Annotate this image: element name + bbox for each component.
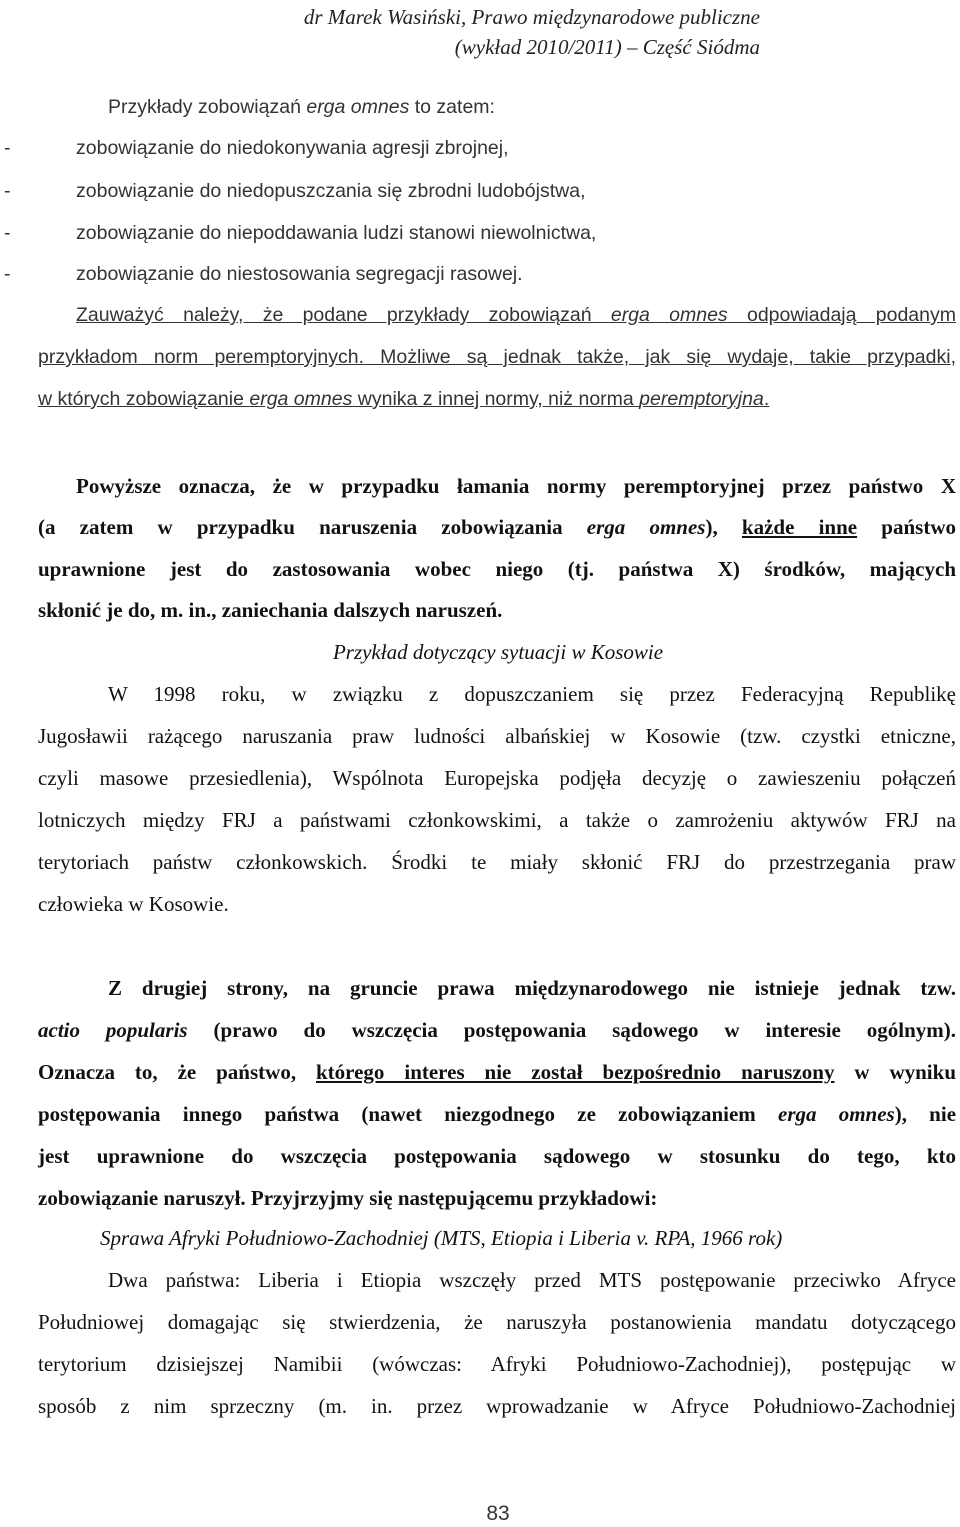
bold2-line-1: Z drugiej strony, na gruncie prawa międzynarodowego nie istnieje jednak tzw.	[108, 976, 956, 1000]
kosovo-line-4: lotniczych między FRJ a państwami członkowskimi, a także o zamrożeniu aktywów FRJ na	[38, 808, 956, 832]
header-line-1: dr Marek Wasiński, Prawo międzynarodowe publiczne	[303, 5, 760, 29]
bold1-line-1: Powyższe oznacza, że w przypadku łamania normy peremptoryjnej przez państwo X	[76, 474, 956, 498]
bold1-line-2: (a zatem w przypadku naruszenia zobowiązania erga omnes), każde inne państwo	[38, 515, 956, 539]
bold1-line-4: skłonić je do, m. in., zaniechania dalszych naruszeń.	[38, 598, 503, 622]
document-page: dr Marek Wasiński, Prawo międzynarodowe publiczne (wykład 2010/2011) – Część Siódma Przykłady zobowiązań erga omnes to zatem: - zobowiązanie do niedokonywania agresji zbrojnej, - zobowiązanie do niedopuszczania się zbrodni ludobójstwa, - zobowiązanie do niepoddawania ludzi stanowi niewolnictwa, - zobowiązanie do niestosowania segregacji rasowej. Zauważyć należy, że podane przykłady zobowiązań erga omnes odpowiadają podanym przykładom norm peremptoryjnych. Możliwe są jednak także, jak się wydaje, takie przypadki, w których zobowiązanie erga omnes wynika z innej normy, niż norma peremptoryjna. Powyższe oznacza, że w przypadku łamania normy peremptoryjnej przez państwo X (a zatem w przypadku naruszenia zobowiązania erga omnes), każde inne państwo uprawnione jest do zastosowania wobec niego (tj. państwa X) środków, mających skłonić je do, m. in., zaniechania dalszych naruszeń. Przykład dotyczący sytuacji w Kosowie W 1998 roku, w związku z dopuszczaniem się przez Federacyjną Republikę Jugosławii rażącego naruszania praw ludności albańskiej w Kosowie (tzw. czystki etniczne, czyli masowe przesiedlenia), Wspólnota Europejska podjęła decyzję o zawieszeniu połączeń lotniczych między FRJ a państwami członkowskimi, a także o zamrożeniu aktywów FRJ na terytoriach państw członkowskich. Środki te miały skłonić FRJ do przestrzegania praw człowieka w Kosowie. Z drugiej strony, na gruncie prawa międzynarodowego nie istnieje jednak tzw. actio popularis (prawo do wszczęcia postępowania sądowego w interesie ogólnym). Oznacza to, że państwo, którego interes nie został bezpośrednio naruszony w wyniku postępowania innego państwa (nawet niezgodnego ze zobowiązaniem erga omnes), nie jest uprawnione do wszczęcia postępowania sądowego w stosunku do tego, kto zobowiązanie naruszył. Przyjrzyjmy się następującemu przykładowi: Sprawa Afryki Południowo-Zachodniej (MTS, Etiopia i Liberia v. RPA, 1966 rok) Dwa państwa: Liberia i Etiopia wszczęły przed MTS postępowanie przeciwko Afryce Południowej domagając się stwierdzenia, że naruszyła postanowienia mandatu dotyczącego terytorium dzisiejszej Namibii (wówczas: Afryki Południowo-Zachodniej), postępując w sposób z nim sprzeczny (m. in. przez wprowadzanie w Afryce Południowo-Zachodniej 83	[0, 0, 960, 1527]
kosovo-line-6: człowieka w Kosowie.	[38, 892, 229, 916]
header-line-2: (wykład 2010/2011) – Część Siódma	[454, 35, 760, 59]
case-line-1: Dwa państwa: Liberia i Etiopia wszczęły przed MTS postępowanie przeciwko Afryce	[108, 1268, 956, 1292]
kosovo-line-5: terytoriach państw członkowskich. Środki te miały skłonić FRJ do przestrzegania praw	[38, 850, 956, 874]
note-line-3: w których zobowiązanie erga omnes wynika z innej normy, niż norma peremptoryjna.	[38, 388, 770, 410]
note-line-1: Zauważyć należy, że podane przykłady zobowiązań erga omnes odpowiadają podanym	[76, 304, 956, 326]
kosovo-line-1: W 1998 roku, w związku z dopuszczaniem się przez Federacyjną Republikę	[108, 682, 956, 706]
kosovo-title: Przykład dotyczący sytuacji w Kosowie	[332, 640, 664, 664]
bold2-line-2: actio popularis (prawo do wszczęcia postępowania sądowego w interesie ogólnym).	[38, 1018, 956, 1042]
intro-text: Przykłady zobowiązań	[108, 96, 307, 118]
case-line-4: sposób z nim sprzeczny (m. in. przez wprowadzanie w Afryce Południowo-Zachodniej	[38, 1394, 956, 1418]
bold1-line-3: uprawnione jest do zastosowania wobec niego (tj. państwa X) środków, mających	[38, 557, 956, 581]
intro-text-end: to zatem:	[409, 96, 495, 118]
kosovo-line-3: czyli masowe przesiedlenia), Wspólnota Europejska podjęła decyzję o zawieszeniu połączeń	[38, 766, 956, 790]
case-line-2: Południowej domagając się stwierdzenia, że naruszyła postanowienia mandatu dotyczącego	[38, 1310, 956, 1334]
bold2-line-5: jest uprawnione do wszczęcia postępowania sądowego w stosunku do tego, kto	[38, 1144, 956, 1168]
intro-italic: erga omnes	[306, 96, 410, 118]
case-title: Sprawa Afryki Południowo-Zachodniej (MTS, Etiopia i Liberia v. RPA, 1966 rok)	[100, 1226, 783, 1250]
running-header	[304, 2, 760, 62]
note-line-2: przykładom norm peremptoryjnych. Możliwe są jednak także, jak się wydaje, takie przypadki,	[38, 346, 956, 368]
kosovo-line-2: Jugosławii rażącego naruszania praw ludności albańskiej w Kosowie (tzw. czystki etniczne,	[38, 724, 956, 748]
bold2-line-4: postępowania innego państwa (nawet niezgodnego ze zobowiązaniem erga omnes), nie	[38, 1102, 957, 1126]
page-number: 83	[486, 1502, 510, 1525]
case-line-3: terytorium dzisiejszej Namibii (wówczas: Afryki Południowo-Zachodniej), postępując w	[38, 1352, 956, 1376]
intro-line	[108, 96, 495, 119]
bold2-line-3: Oznacza to, że państwo, którego interes nie został bezpośrednio naruszony w wyniku	[38, 1060, 956, 1084]
bold2-line-6: zobowiązanie naruszył. Przyjrzyjmy się następującemu przykładowi:	[38, 1186, 658, 1210]
